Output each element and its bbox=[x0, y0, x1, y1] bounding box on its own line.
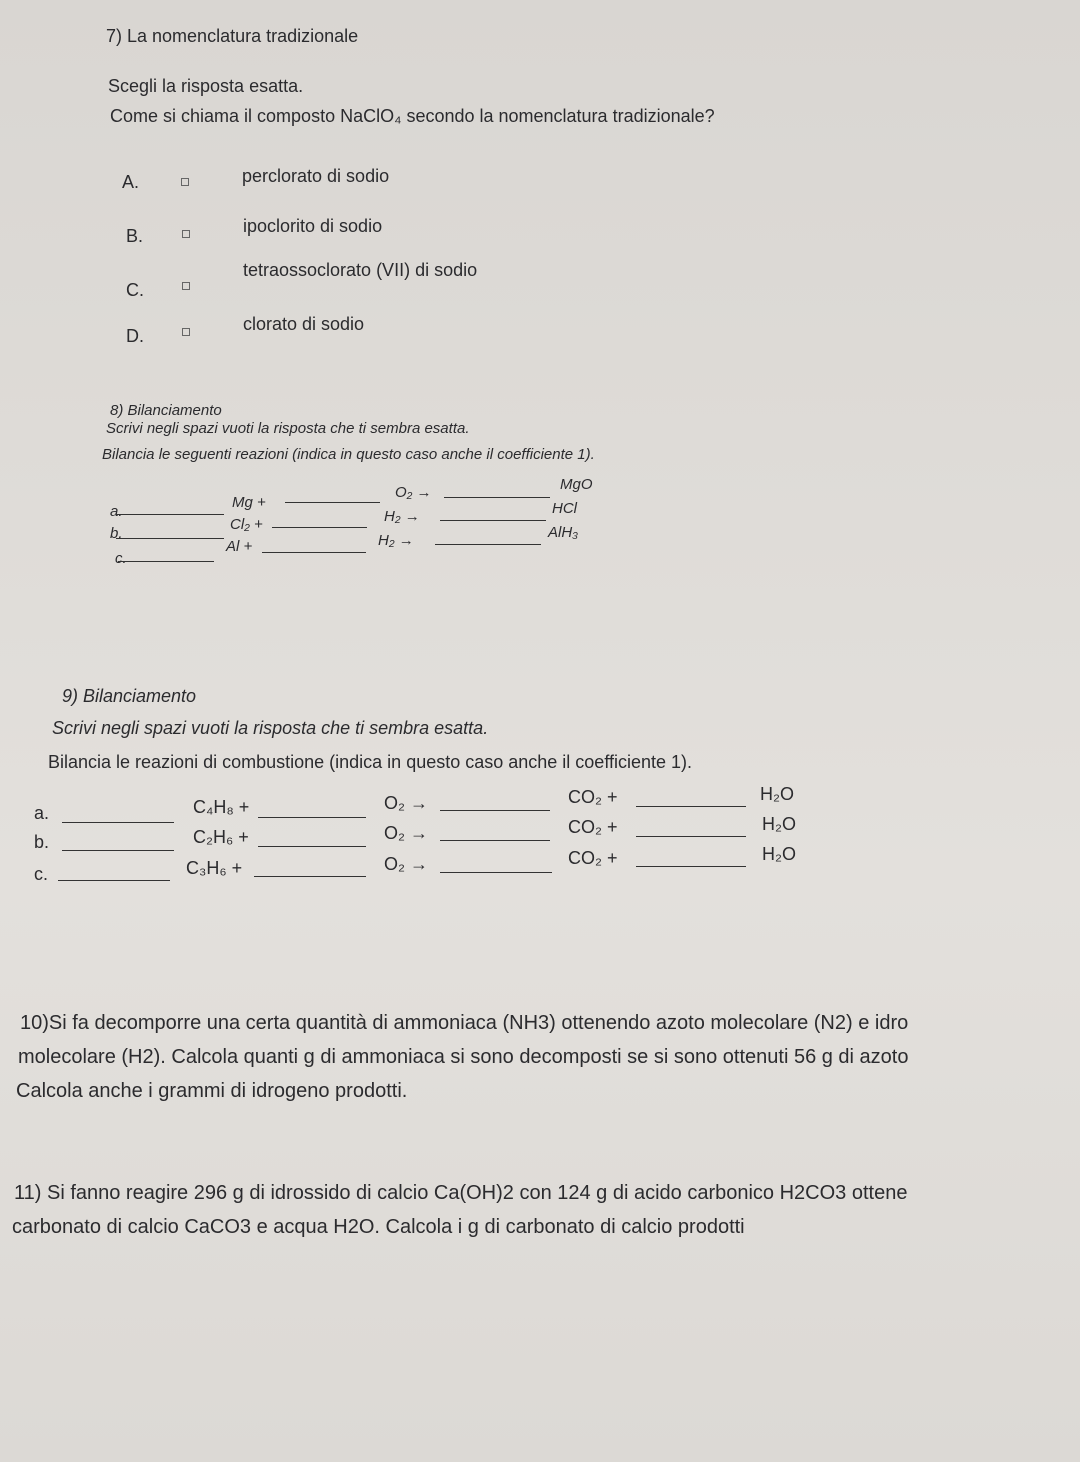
q8-row-c-label: c. bbox=[115, 550, 127, 567]
q9-instruction: Scrivi negli spazi vuoti la risposta che ti sembra esatta. bbox=[52, 718, 489, 738]
q9-row-a-reactant-1: C₄H₈ + bbox=[193, 797, 250, 817]
q8-row-a-product: MgO bbox=[560, 476, 593, 493]
q9-row-b-product-2: H₂O bbox=[762, 814, 796, 834]
q8-row-b-blank-1[interactable] bbox=[116, 538, 224, 539]
q9-row-c-product-2: H₂O bbox=[762, 844, 796, 864]
q7-question: Come si chiama il composto NaClO₄ secondo la nomenclatura tradizionale? bbox=[110, 106, 715, 126]
q8-title: 8) Bilanciamento bbox=[110, 402, 222, 419]
q8-row-a-label: a. bbox=[110, 503, 123, 520]
q7-title: 7) La nomenclatura tradizionale bbox=[106, 26, 359, 46]
q9-row-b-product-1: CO₂ + bbox=[568, 817, 618, 837]
q7-option-d-letter: D. bbox=[126, 326, 144, 346]
q9-row-c-label: c. bbox=[34, 864, 49, 884]
q7-option-d-checkbox[interactable] bbox=[182, 328, 190, 336]
q9-title: 9) Bilanciamento bbox=[62, 686, 197, 706]
q9-row-b-blank-2[interactable] bbox=[258, 846, 366, 847]
q8-row-c-blank-2[interactable] bbox=[262, 552, 366, 553]
q9-row-a-blank-1[interactable] bbox=[62, 822, 174, 823]
q7-option-c-checkbox[interactable] bbox=[182, 282, 190, 290]
q9-row-b-blank-3[interactable] bbox=[440, 840, 550, 841]
q9-row-b-reactant-1: C₂H₆ + bbox=[193, 827, 249, 847]
q9-row-b-blank-1[interactable] bbox=[62, 850, 174, 851]
q9-row-a-blank-2[interactable] bbox=[258, 817, 366, 818]
q8-row-a-blank-1[interactable] bbox=[116, 514, 224, 515]
q9-row-a-blank-4[interactable] bbox=[636, 806, 746, 807]
q8-row-a-reactant-2: O₂ → bbox=[395, 484, 432, 501]
q8-row-a-blank-3[interactable] bbox=[444, 497, 550, 498]
q7-option-b-letter: B. bbox=[126, 226, 144, 246]
q11-line-1: 11) Si fanno reagire 296 g di idrossido di calcio Ca(OH)2 con 124 g di acido carbonico H2CO3 ottene bbox=[14, 1182, 908, 1204]
q9-row-c-blank-4[interactable] bbox=[636, 866, 746, 867]
q7-option-d-text: clorato di sodio bbox=[243, 314, 365, 334]
q9-row-c-blank-2[interactable] bbox=[254, 876, 366, 877]
q8-instruction: Scrivi negli spazi vuoti la risposta che ti sembra esatta. bbox=[106, 420, 470, 437]
q9-row-c-reactant-2: O₂ → bbox=[384, 854, 428, 874]
q7-option-b-text: ipoclorito di sodio bbox=[243, 216, 383, 236]
q9-prompt: Bilancia le reazioni di combustione (indica in questo caso anche il coefficiente 1). bbox=[48, 752, 693, 772]
q9-row-a-label: a. bbox=[34, 803, 50, 823]
q9-row-a-reactant-2: O₂ → bbox=[384, 793, 428, 813]
q8-row-c-blank-3[interactable] bbox=[435, 544, 541, 545]
q7-instruction: Scegli la risposta esatta. bbox=[108, 76, 304, 96]
q9-row-c-blank-1[interactable] bbox=[58, 880, 170, 881]
q9-row-c-reactant-1: C₃H₆ + bbox=[186, 858, 243, 878]
q9-row-a-product-2: H₂O bbox=[760, 784, 794, 804]
q7-option-a-letter: A. bbox=[122, 172, 140, 192]
q8-row-a-blank-2[interactable] bbox=[285, 502, 380, 503]
q8-row-a-reactant-1: Mg + bbox=[232, 494, 266, 511]
q9-row-b-label: b. bbox=[34, 832, 50, 852]
q8-prompt: Bilancia le seguenti reazioni (indica in questo caso anche il coefficiente 1). bbox=[102, 446, 595, 463]
q8-row-b-product: HCl bbox=[552, 500, 577, 517]
q8-row-b-blank-3[interactable] bbox=[440, 520, 546, 521]
q10-line-3: Calcola anche i grammi di idrogeno prodotti. bbox=[16, 1080, 408, 1102]
q9-row-a-blank-3[interactable] bbox=[440, 810, 550, 811]
q7-option-b-checkbox[interactable] bbox=[182, 230, 190, 238]
q8-row-b-reactant-2: H₂ → bbox=[384, 508, 420, 525]
q11-line-2: carbonato di calcio CaCO3 e acqua H2O. Calcola i g di carbonato di calcio prodotti bbox=[12, 1216, 745, 1238]
q7-option-c-text: tetraossoclorato (VII) di sodio bbox=[243, 260, 478, 280]
q10-line-1: 10)Si fa decomporre una certa quantità di ammoniaca (NH3) ottenendo azoto molecolare (N2) e idro bbox=[20, 1012, 909, 1034]
q8-row-c-reactant-2: H₂ → bbox=[378, 532, 414, 549]
q9-row-c-product-1: CO₂ + bbox=[568, 848, 618, 868]
q7-option-a-text: perclorato di sodio bbox=[242, 166, 390, 186]
q10-line-2: molecolare (H2). Calcola quanti g di ammoniaca si sono decomposti se si sono ottenuti 56 g di azoto bbox=[18, 1046, 909, 1068]
q8-row-c-product: AlH₃ bbox=[548, 524, 579, 541]
q7-option-c-letter: C. bbox=[126, 280, 144, 300]
q8-row-b-label: b. bbox=[110, 525, 123, 542]
q9-row-b-blank-4[interactable] bbox=[636, 836, 746, 837]
q9-row-b-reactant-2: O₂ → bbox=[384, 823, 428, 843]
q9-row-a-product-1: CO₂ + bbox=[568, 787, 618, 807]
q8-row-b-blank-2[interactable] bbox=[272, 527, 367, 528]
q8-row-b-reactant-1: Cl₂ + bbox=[230, 516, 263, 533]
q8-row-c-reactant-1: Al + bbox=[226, 538, 253, 555]
q8-row-c-blank-1[interactable] bbox=[118, 561, 214, 562]
q9-row-c-blank-3[interactable] bbox=[440, 872, 552, 873]
q7-option-a-checkbox[interactable] bbox=[181, 178, 189, 186]
